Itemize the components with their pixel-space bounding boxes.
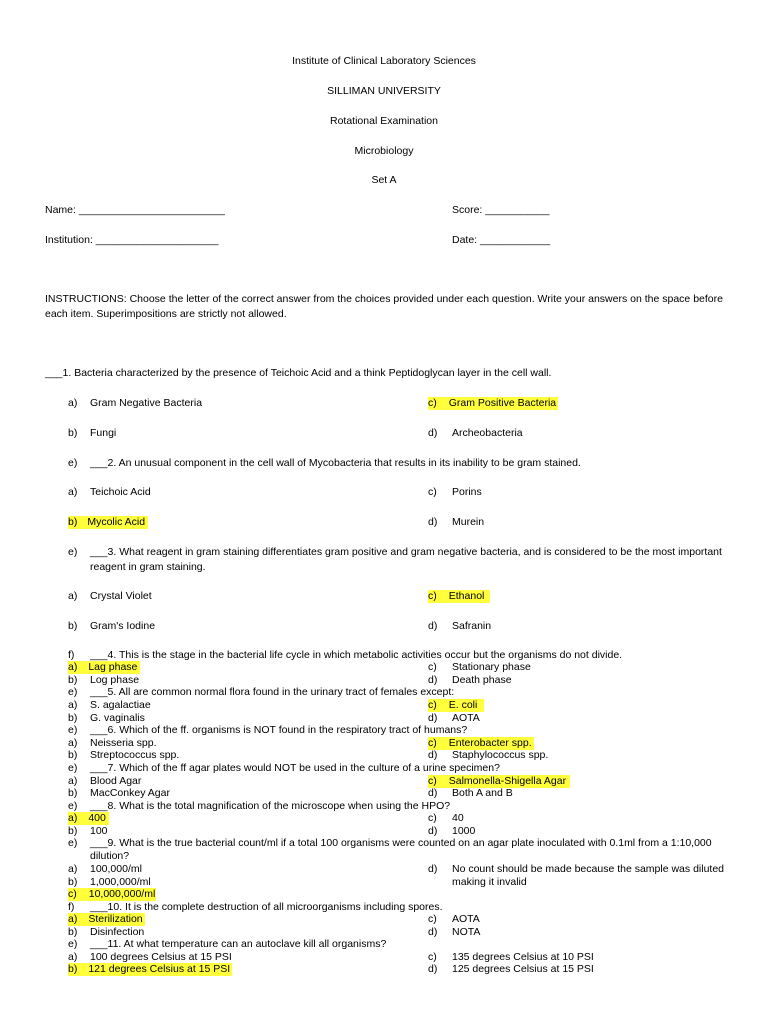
q9-c-letter: c)	[68, 888, 77, 900]
q10-answer-highlight	[68, 913, 145, 926]
q1-option-a: Gram Negative Bacteria	[90, 397, 203, 409]
q6-a-letter: a)	[68, 737, 78, 749]
q8-option-a: 400	[88, 812, 106, 824]
q7-c-letter: c)	[428, 775, 437, 787]
q4-option-c: Stationary phase	[452, 661, 531, 673]
q8-letter: e)	[68, 800, 78, 812]
institution-field: Institution: _____________________	[45, 234, 219, 246]
q6-option-b: Streptococcus spp.	[90, 749, 180, 761]
q6-d-letter: d)	[428, 749, 438, 761]
q10-option-c: AOTA	[452, 913, 480, 925]
name-field: Name: _________________________	[45, 204, 225, 216]
q6-option-d: Staphylococcus spp.	[452, 749, 549, 761]
q1-d-letter: d)	[428, 427, 438, 439]
q9-a-letter: a)	[68, 863, 78, 875]
q8-c-letter: c)	[428, 812, 437, 824]
question-6: ___6. Which of the ff. organisms is NOT found in the respiratory tract of humans?	[90, 724, 468, 736]
q5-option-c: E. coli	[448, 699, 478, 711]
exam-title: Rotational Examination	[330, 115, 438, 127]
q4-d-letter: d)	[428, 674, 438, 686]
q4-option-a: Lag phase	[88, 661, 138, 673]
q11-b-letter: b)	[68, 963, 78, 975]
q9-option-c: 10,000,000/ml	[88, 888, 156, 900]
question-7: ___7. Which of the ff agar plates would NOT be used in the culture of a urine specimen?	[90, 762, 500, 774]
q4-option-d: Death phase	[452, 674, 512, 686]
question-4: ___4. This is the stage in the bacterial life cycle in which metabolic activities occur but the organisms do not divide.	[90, 649, 623, 661]
q11-option-b: 121 degrees Celsius at 15 PSI	[88, 963, 231, 975]
q10-option-a: Sterilization	[88, 913, 143, 925]
q2-option-b: Mycolic Acid	[87, 516, 146, 528]
q2-d-letter: d)	[428, 516, 438, 528]
q2-c-letter: c)	[428, 486, 437, 498]
q3-letter: e)	[68, 546, 78, 558]
institute-title: Institute of Clinical Laboratory Sciences	[292, 55, 476, 67]
q7-a-letter: a)	[68, 775, 78, 787]
university-title: SILLIMAN UNIVERSITY	[327, 85, 441, 97]
q1-c-letter: c)	[428, 397, 437, 409]
q1-b-letter: b)	[68, 427, 78, 439]
q9-option-a: 100,000/ml	[90, 863, 142, 875]
subject-title: Microbiology	[354, 145, 414, 157]
q6-c-letter: c)	[428, 737, 437, 749]
q3-option-a: Crystal Violet	[90, 590, 152, 602]
question-1: ___1. Bacteria characterized by the presence of Teichoic Acid and a think Peptidoglycan layer in the cell wall.	[45, 367, 552, 379]
q2-option-d: Murein	[452, 516, 485, 528]
q2-letter: e)	[68, 457, 78, 469]
q11-a-letter: a)	[68, 951, 78, 963]
q9-option-d-line1: No count should be made because the sample was diluted	[452, 863, 725, 875]
q6-option-c: Enterobacter spp.	[448, 737, 532, 749]
q3-option-c: Ethanol	[448, 590, 485, 602]
question-10: ___10. It is the complete destruction of all microorganisms including spores.	[90, 901, 443, 913]
q3-a-letter: a)	[68, 590, 78, 602]
q10-a-letter: a)	[68, 913, 78, 925]
q7-b-letter: b)	[68, 787, 78, 799]
q1-a-letter: a)	[68, 397, 78, 409]
q7-option-d: Both A and B	[452, 787, 513, 799]
question-2: ___2. An unusual component in the cell wall of Mycobacteria that results in its inability to be gram stained.	[90, 457, 581, 469]
q3-answer-highlight	[428, 590, 490, 603]
question-9-line1: ___9. What is the true bacterial count/ml if a total 100 organisms were counted on an agar plate inoculated with 0.1ml from a 1:10,000	[90, 837, 712, 849]
q2-option-a: Teichoic Acid	[90, 486, 151, 498]
score-field: Score: ___________	[452, 204, 550, 216]
q8-a-letter: a)	[68, 812, 78, 824]
q9-option-b: 1,000,000/ml	[90, 876, 151, 888]
question-8: ___8. What is the total magnification of the microscope when using the HPO?	[90, 800, 451, 812]
question-5: ___5. All are common normal flora found in the urinary tract of females except:	[90, 686, 455, 698]
q1-option-d: Archeobacteria	[452, 427, 523, 439]
q2-answer-highlight	[68, 516, 148, 529]
instructions: INSTRUCTIONS: Choose the letter of the correct answer from the choices provided under each question. Write your answers on the space before each item. Superimpositions are strictly not allowed.	[45, 293, 723, 320]
q8-d-letter: d)	[428, 825, 438, 837]
date-field: Date: ____________	[452, 234, 551, 246]
q4-answer-highlight	[68, 661, 140, 674]
q5-option-d: AOTA	[452, 712, 480, 724]
q3-b-letter: b)	[68, 620, 78, 632]
q9-letter: e)	[68, 837, 78, 849]
q6-letter: e)	[68, 724, 78, 736]
set-title: Set A	[371, 174, 397, 186]
q4-b-letter: b)	[68, 674, 78, 686]
question-9-line2: dilution?	[90, 850, 130, 862]
q11-option-a: 100 degrees Celsius at 15 PSI	[90, 951, 232, 963]
question-11: ___11. At what temperature can an autoclave kill all organisms?	[90, 938, 387, 950]
q5-answer-highlight	[428, 699, 484, 712]
q11-d-letter: d)	[428, 963, 438, 975]
q7-d-letter: d)	[428, 787, 438, 799]
q11-c-letter: c)	[428, 951, 437, 963]
q5-d-letter: d)	[428, 712, 438, 724]
q2-b-letter: b)	[68, 516, 78, 528]
q5-option-a: S. agalactiae	[90, 699, 151, 711]
q10-c-letter: c)	[428, 913, 437, 925]
q9-b-letter: b)	[68, 876, 78, 888]
q1-option-c: Gram Positive Bacteria	[448, 397, 557, 409]
q8-option-b: 100	[90, 825, 108, 837]
q4-c-letter: c)	[428, 661, 437, 673]
q10-option-d: NOTA	[452, 926, 481, 938]
q3-c-letter: c)	[428, 590, 437, 602]
question-3: ___3. What reagent in gram staining differentiates gram positive and gram negative bacteria, and is considered to be the most important reagent in gram staining.	[90, 546, 722, 573]
q9-answer-highlight	[68, 888, 156, 901]
q3-option-d: Safranin	[452, 620, 492, 632]
q11-letter: e)	[68, 938, 78, 950]
q5-option-b: G. vaginalis	[90, 712, 145, 724]
q9-option-d-line2: making it invalid	[452, 876, 527, 888]
q7-option-c: Salmonella-Shigella Agar	[448, 775, 567, 787]
q5-a-letter: a)	[68, 699, 78, 711]
q6-b-letter: b)	[68, 749, 78, 761]
q11-answer-highlight	[68, 963, 232, 976]
q10-d-letter: d)	[428, 926, 438, 938]
q9-d-letter: d)	[428, 863, 438, 875]
q5-b-letter: b)	[68, 712, 78, 724]
q8-option-c: 40	[452, 812, 464, 824]
q8-b-letter: b)	[68, 825, 78, 837]
q11-option-c: 135 degrees Celsius at 10 PSI	[452, 951, 594, 963]
q10-option-b: Disinfection	[90, 926, 145, 938]
q11-option-d: 125 degrees Celsius at 15 PSI	[452, 963, 594, 975]
q3-option-b: Gram's Iodine	[90, 620, 156, 632]
q7-option-a: Blood Agar	[90, 775, 142, 787]
q4-option-b: Log phase	[90, 674, 140, 686]
q2-option-c: Porins	[452, 486, 482, 498]
q5-letter: e)	[68, 686, 78, 698]
q4-letter: f)	[68, 649, 75, 661]
q7-option-b: MacConkey Agar	[90, 787, 170, 799]
q6-option-a: Neisseria spp.	[90, 737, 157, 749]
q5-c-letter: c)	[428, 699, 437, 711]
q2-a-letter: a)	[68, 486, 78, 498]
q8-answer-highlight	[68, 812, 109, 825]
q1-option-b: Fungi	[90, 427, 117, 439]
q8-option-d: 1000	[452, 825, 476, 837]
q7-letter: e)	[68, 762, 78, 774]
q10-letter: f)	[68, 901, 75, 913]
q4-a-letter: a)	[68, 661, 78, 673]
q1-answer-highlight	[428, 397, 558, 410]
q10-b-letter: b)	[68, 926, 78, 938]
q3-d-letter: d)	[428, 620, 438, 632]
